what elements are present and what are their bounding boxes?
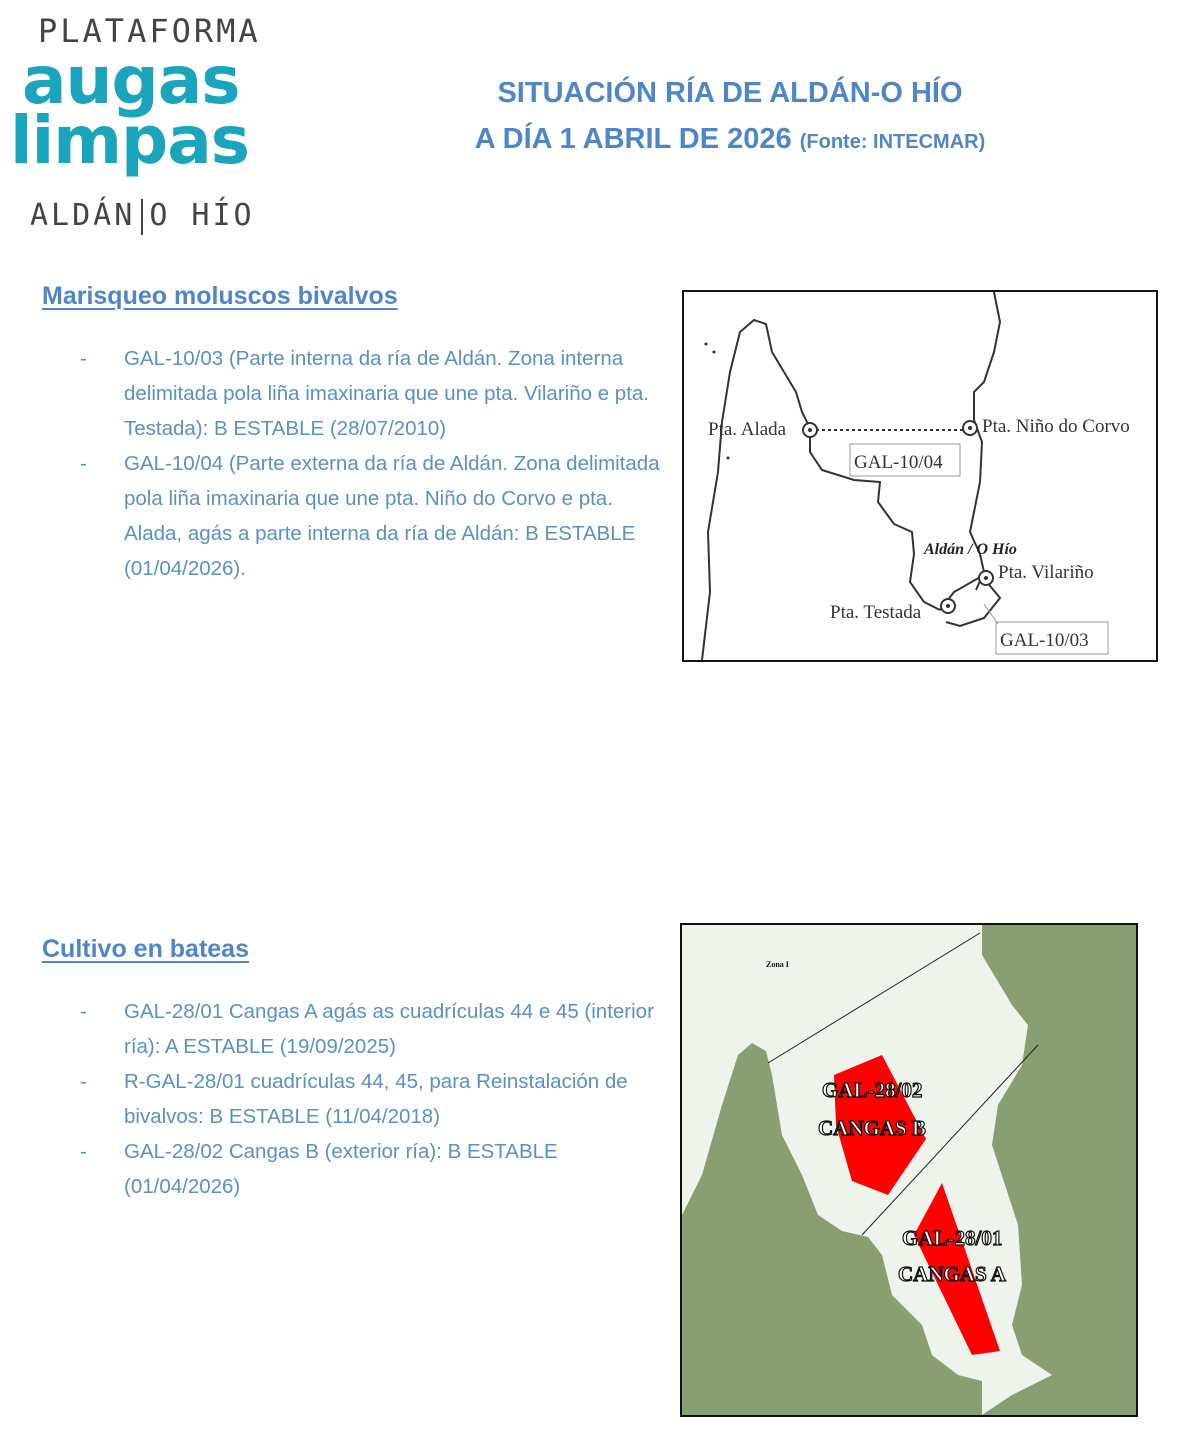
title-source: (Fonte: INTECMAR) bbox=[799, 131, 986, 153]
bullet: - bbox=[80, 347, 87, 370]
label-zona: Zona I bbox=[766, 960, 789, 969]
label-gal-28-02: GAL-28/02 bbox=[822, 1078, 923, 1102]
marisqueo-list bbox=[80, 341, 660, 586]
page-title bbox=[430, 70, 1030, 165]
list-item bbox=[80, 1134, 660, 1204]
label-gal-28-01: GAL-28/01 bbox=[902, 1226, 1003, 1250]
map-ria-aldan-zones bbox=[682, 290, 1158, 662]
bateas-list bbox=[80, 994, 660, 1204]
logo-bottom-right: O HÍO bbox=[149, 198, 255, 233]
list-item bbox=[80, 341, 660, 446]
coastline-map bbox=[684, 292, 1156, 660]
map-bateas-polygons bbox=[680, 923, 1138, 1417]
logo-bottom-left: ALDÁN bbox=[30, 198, 136, 233]
list-item bbox=[80, 446, 660, 586]
title-line1: SITUACIÓN RÍA DE ALDÁN-O HÍO bbox=[497, 77, 963, 109]
list-item-text: GAL-28/01 Cangas A agás as cuadrículas 44 e 45 (interior ría): A ESTABLE (19/09/2025) bbox=[124, 1000, 654, 1058]
logo-top-word: PLATAFORMA bbox=[38, 12, 261, 50]
label-aldan-o-hio: Aldán / O Hío bbox=[924, 541, 1017, 558]
logo-separator bbox=[141, 199, 143, 235]
list-item-text: R-GAL-28/01 cuadrículas 44, 45, para Reinstalación de bivalvos: B ESTABLE (11/04/2018) bbox=[124, 1070, 628, 1128]
bullet: - bbox=[80, 1140, 87, 1163]
list-item-text: GAL-10/03 (Parte interna da ría de Aldán. Zona interna delimitada pola liña imaxinaria que une pta. Vilariño e pta. Testada): B ESTABLE (28/07/2010) bbox=[124, 347, 649, 440]
title-date: A DÍA 1 ABRIL DE 2026 bbox=[474, 123, 792, 155]
logo-brand-line2: limpas bbox=[10, 102, 250, 179]
section-heading-bateas: Cultivo en bateas bbox=[42, 935, 249, 963]
label-gal-10-04: GAL-10/04 bbox=[854, 452, 943, 473]
list-item-text: GAL-10/04 (Parte externa da ría de Aldán. Zona delimitada pola liña imaxinaria que une pta. Niño do Corvo e pta. Alada, agás a parte interna da ría de Aldán: B ESTABLE (01/04/2026). bbox=[124, 452, 660, 580]
logo bbox=[0, 0, 300, 250]
label-cangas-a: CANGAS A bbox=[898, 1262, 1006, 1286]
label-gal-10-03: GAL-10/03 bbox=[1000, 630, 1089, 651]
bateas-map bbox=[682, 925, 1136, 1415]
bullet: - bbox=[80, 1000, 87, 1023]
label-cangas-b: CANGAS B bbox=[818, 1116, 926, 1140]
title-line2 bbox=[430, 116, 1030, 165]
bullet: - bbox=[80, 452, 87, 475]
logo-brand-line1: augas bbox=[22, 42, 240, 119]
list-item bbox=[80, 1064, 660, 1134]
list-item bbox=[80, 994, 660, 1064]
section-heading-marisqueo: Marisqueo moluscos bivalvos bbox=[42, 282, 398, 310]
list-item-text: GAL-28/02 Cangas B (exterior ría): B ESTABLE (01/04/2026) bbox=[124, 1140, 558, 1198]
label-pta-testada: Pta. Testada bbox=[830, 602, 922, 623]
label-pta-vilarino: Pta. Vilariño bbox=[998, 562, 1094, 583]
bullet: - bbox=[80, 1070, 87, 1093]
label-pta-alada: Pta. Alada bbox=[708, 419, 787, 440]
logo-bottom-word bbox=[30, 198, 255, 235]
label-pta-nino-corvo: Pta. Niño do Corvo bbox=[982, 416, 1130, 437]
